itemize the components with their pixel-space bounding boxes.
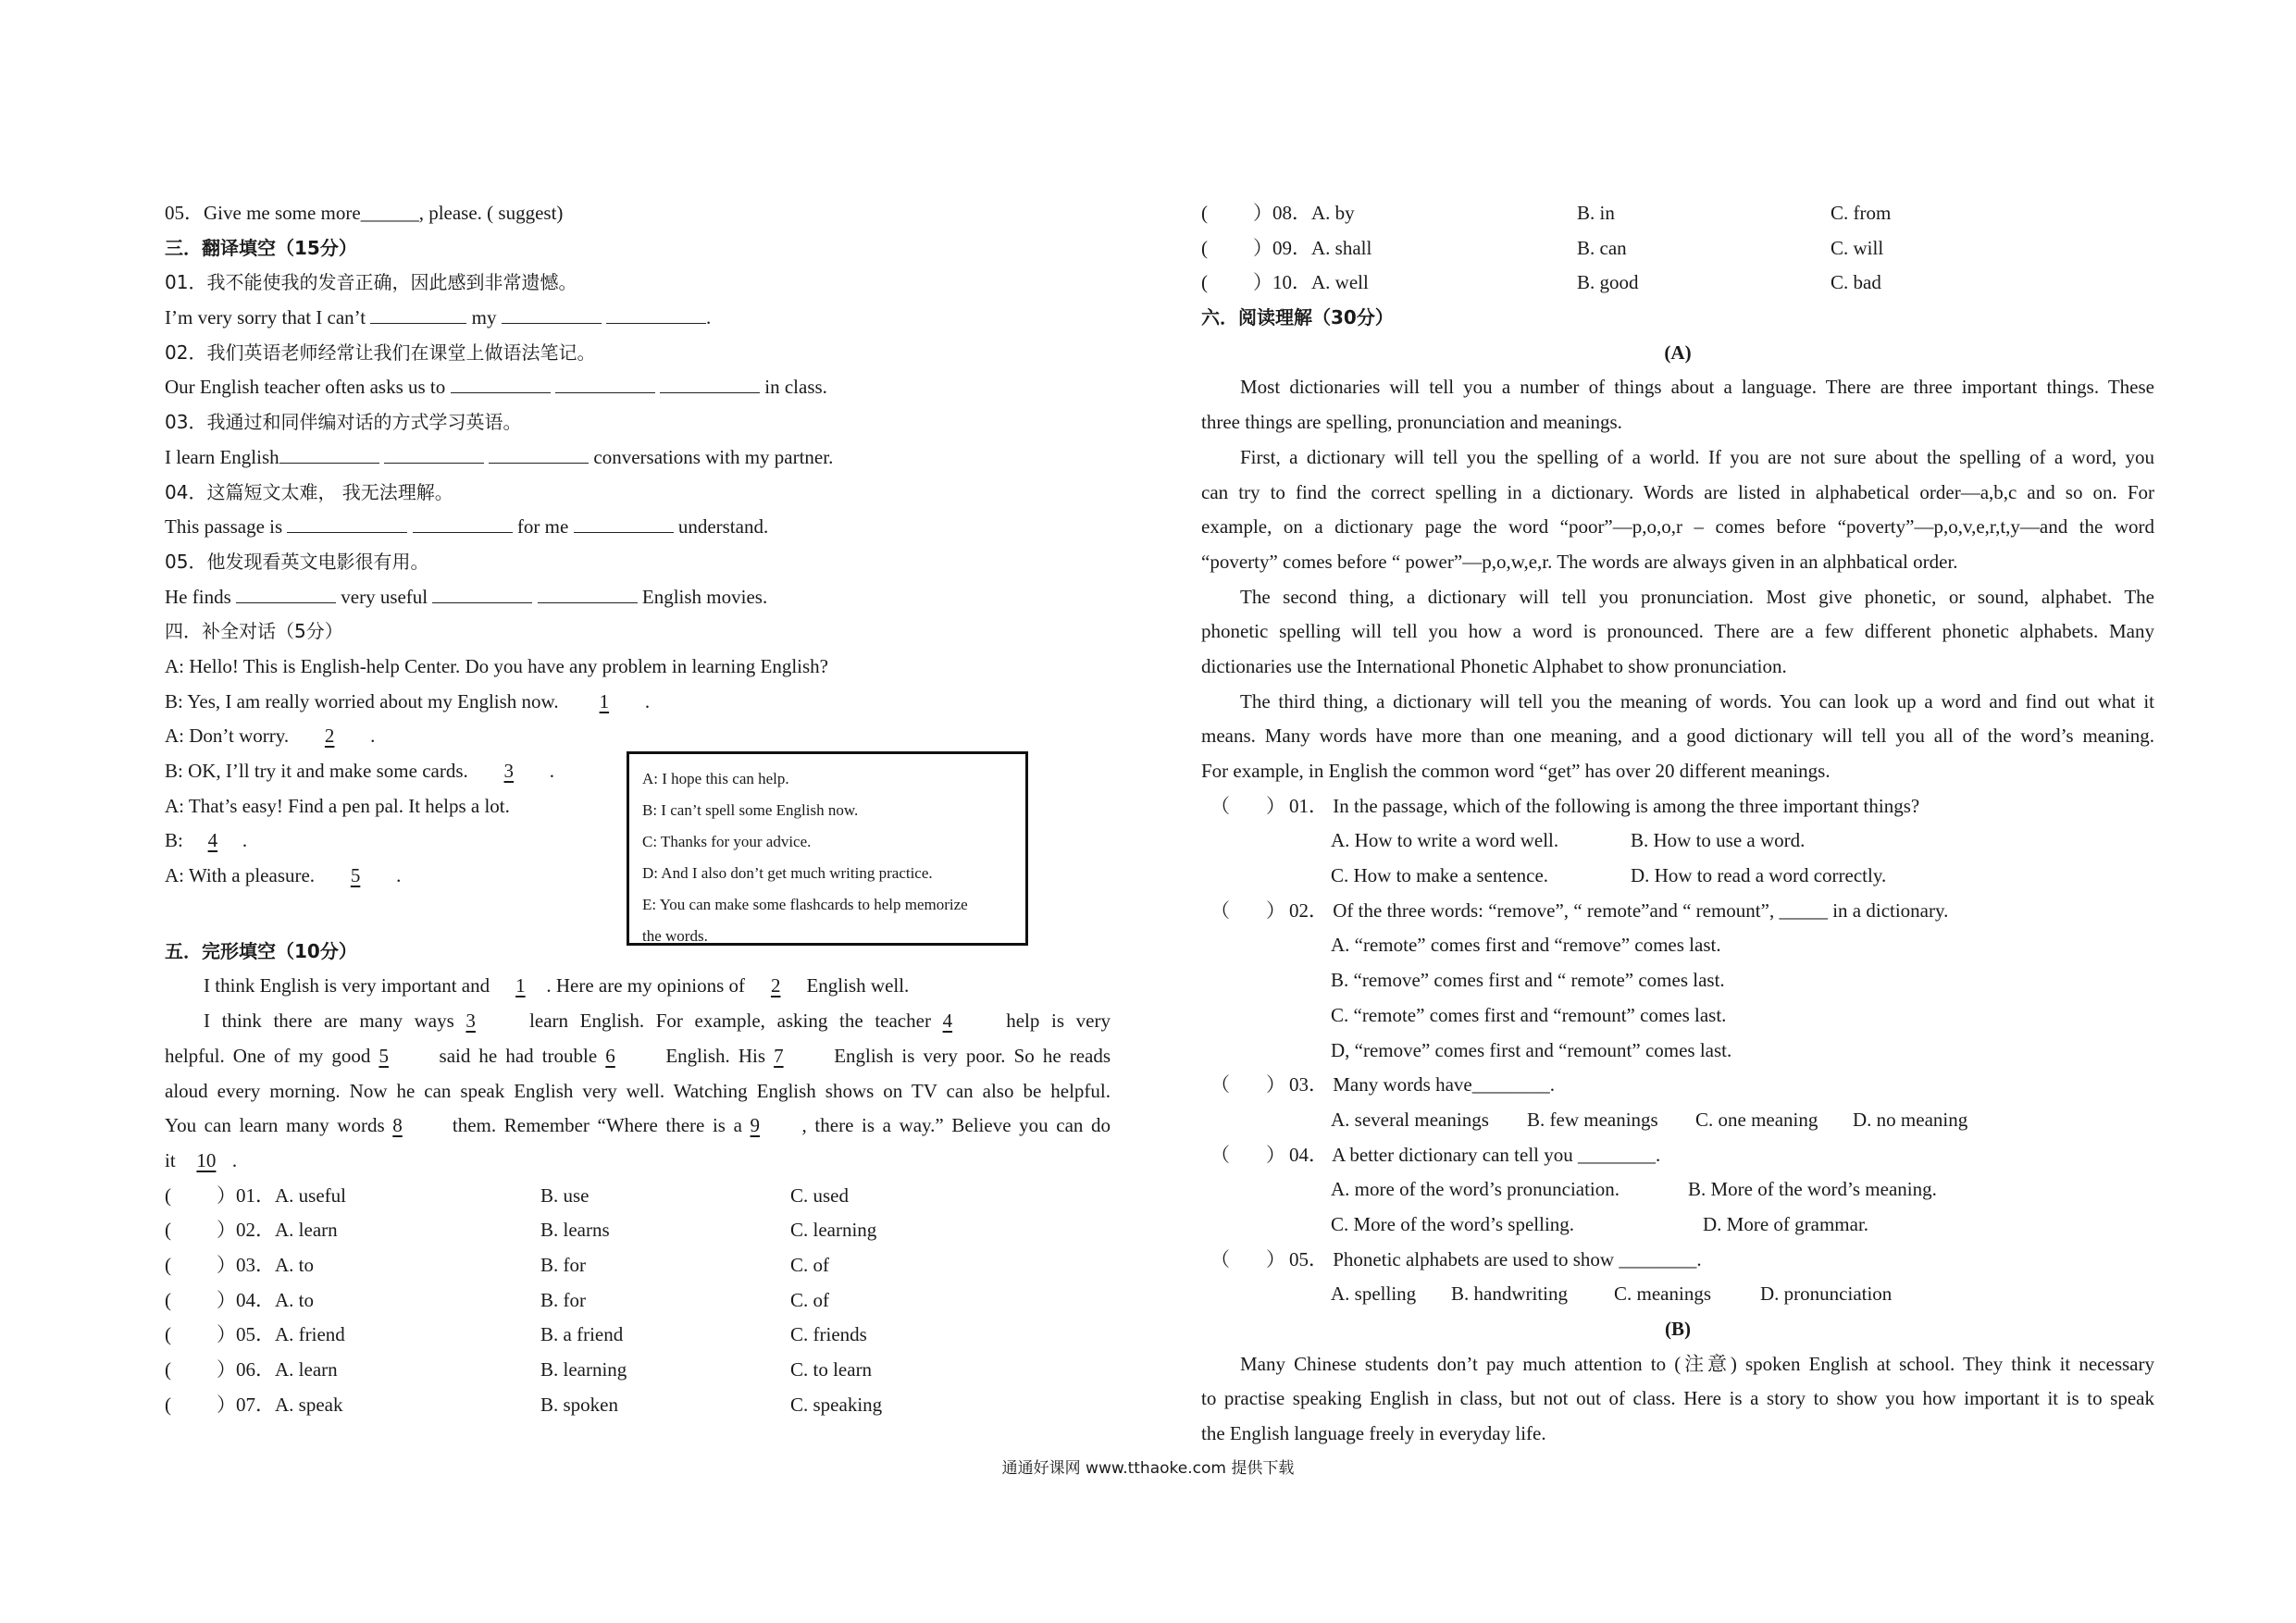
answer-paren-open[interactable]: （ [1210,1143,1230,1166]
dialogue-line-3: A: Don’t worry. 2 . [165,719,1111,754]
option-b[interactable]: B. good [1577,271,1639,294]
translation-2-english [165,370,1111,405]
translation-1-english: I’m very sorry that I can’t my . [165,306,712,329]
option-b[interactable]: B. for [540,1288,586,1311]
translation-5-chinese: 05．他发现看英文电影很有用。 [165,550,429,573]
question-2 [1201,894,2154,929]
cloze-option-row [165,1318,1111,1353]
text: English well. [806,974,910,997]
option-a[interactable]: ）05．A. friend [217,1323,345,1346]
blank[interactable] [287,514,407,533]
option-c[interactable]: C. will [1831,236,1884,259]
dialogue-line-7: A: With a pleasure. 5 . [165,859,1111,894]
blank[interactable] [384,444,484,464]
option-d[interactable]: D, “remove” comes first and “remount” comes last. [1331,1038,1732,1061]
option-c[interactable]: C. used [790,1183,849,1207]
option-b[interactable]: B. use [540,1183,590,1207]
answer-paren-open[interactable]: ( [165,1183,171,1207]
translation-4-english [165,510,1111,545]
option-c[interactable]: C. bad [1831,271,1881,294]
passage-a-line: The third thing, a dictionary will tell you the meaning of words. You can look up a word and find out what it [1240,689,2154,712]
option-b[interactable]: B. in [1577,202,1615,224]
answer-paren-open[interactable]: （ [1210,1247,1230,1270]
blank[interactable] [660,374,760,393]
text: understand. [677,515,769,539]
blank[interactable] [451,374,551,393]
passage-a-line: dictionaries use the International Phonetic Alphabet to show pronunciation. [1201,654,1787,677]
section-3-title: 三．翻译填空（15分） [165,236,357,259]
cloze-option-row [165,1353,1111,1388]
answer-paren-open[interactable]: ( [165,1393,171,1416]
answer-paren-open[interactable]: （ [1210,898,1230,922]
answer-paren-open[interactable]: ( [165,1253,171,1276]
question-1-options [1201,859,2154,894]
dialogue-line-1: A: Hello! This is English-help Center. Do you have any problem in learning English? [165,654,828,677]
blank-number[interactable]: 6 [605,1044,615,1067]
option-a[interactable]: ）01．A. useful [217,1183,346,1207]
option-b[interactable]: B. for [540,1253,586,1276]
blank-number[interactable]: 8 [392,1114,403,1137]
passage-a-line: example, on a dictionary page the word “poor”—p,o,o,r – comes before “poverty”—p,o,v,e,r,t,y—and the word [1201,515,2154,539]
option-b[interactable]: B. How to use a word. [1631,829,1806,852]
blank-number[interactable]: 2 [770,974,781,997]
blank-number[interactable]: 10 [196,1148,217,1171]
option-c[interactable]: C. speaking [790,1393,883,1416]
blank[interactable] [555,374,655,393]
text: conversations with my partner. [593,445,834,468]
option-a[interactable]: A. How to write a word well. [1331,829,1559,852]
blank-number[interactable]: 4 [207,829,218,852]
translation-2-chinese: 02．我们英语老师经常让我们在课堂上做语法笔记。 [165,341,596,364]
option-a[interactable]: ）06．A. learn [217,1358,338,1381]
text: helpful. One of my good [165,1044,371,1067]
choice-e-cont: the words. [642,927,708,945]
translation-4-chinese: 04．这篇短文太难， 我无法理解。 [165,480,453,503]
choice-b: B: I can’t spell some English now. [642,801,859,819]
blank[interactable] [413,514,513,533]
question-4 [1201,1138,2154,1173]
option-a[interactable]: A. “remote” comes first and “remove” comes last. [1331,934,1721,957]
blank-number[interactable]: 7 [774,1044,784,1067]
option-c[interactable]: C. one meaning [1695,1108,1818,1131]
translation-5-english [165,580,1111,615]
option-d[interactable]: D. pronunciation [1760,1282,1893,1306]
option-a[interactable]: ）09．A. shall [1253,236,1372,259]
cloze-line-1 [165,969,1111,1004]
cloze-line-3 [165,1039,1111,1074]
answer-paren-open[interactable]: ( [165,1219,171,1242]
text: them. Remember “Where there is a [452,1114,742,1137]
cloze-options-left [165,1179,1111,1423]
question-3-options [1201,1103,2154,1138]
option-a[interactable]: A. more of the word’s pronunciation. [1331,1178,1620,1201]
blank-number[interactable]: 9 [750,1114,761,1137]
option-a[interactable]: ）03．A. to [217,1253,314,1276]
dialogue-line-6: B: 4 . [165,824,1111,859]
text: . Here are my opinions of [546,974,745,997]
passage-a-line: First, a dictionary will tell you the spelling of a world. If you are not sure about the spelling of a word, you [1240,445,2154,468]
question-1 [1201,789,2154,824]
blank-number[interactable]: 3 [503,760,515,782]
answer-paren-open[interactable]: ( [1201,236,1208,259]
option-a[interactable]: A. spelling [1331,1282,1417,1306]
text: English. His [665,1044,766,1067]
blank[interactable] [538,584,638,603]
answer-paren-close: ） [1266,898,1285,922]
option-c[interactable]: C. learning [790,1219,877,1242]
cloze-options-right [1201,196,2154,301]
dialogue-choice-box [627,751,1028,946]
text: my [471,306,497,329]
blank-number[interactable]: 2 [324,725,335,748]
cloze-line-5 [165,1109,1111,1144]
option-c[interactable]: C. to learn [790,1358,873,1381]
option-b[interactable]: B. learning [540,1358,627,1381]
text: B: Yes, I am really worried about my English now. [165,689,559,712]
cloze-line-2 [165,1004,1111,1039]
blank[interactable] [236,584,336,603]
cloze-option-row [165,1213,1111,1248]
text: learn English. For example, asking the teacher [529,1010,931,1033]
answer-paren-close: ） [1266,1247,1285,1270]
text: He finds [165,585,231,608]
blank-number[interactable]: 5 [350,864,361,887]
text: said he had trouble [439,1044,598,1067]
text: You can learn many words [165,1114,385,1137]
passage-a-line: three things are spelling, pronunciation and meanings. [1201,411,1622,434]
option-c[interactable]: C. of [790,1253,829,1276]
section-6-title: 六．阅读理解（30分） [1201,306,1394,329]
question-1-options [1201,824,2154,859]
page-footer: 通通好课网 www.tthaoke.com 提供下载 [1001,1459,1295,1478]
option-c[interactable]: C. “remote” comes first and “remount” comes last. [1331,1003,1727,1026]
text: A: With a pleasure. [165,864,316,887]
translation-3-chinese: 03．我通过和同伴编对话的方式学习英语。 [165,411,522,434]
answer-paren-open[interactable]: （ [1210,1073,1230,1096]
blank-number[interactable]: 4 [942,1010,953,1033]
blank[interactable] [574,514,674,533]
text: it [165,1148,176,1171]
question-5 [1201,1243,2154,1278]
option-d[interactable]: D. no meaning [1853,1108,1968,1131]
answer-paren-open[interactable]: ( [1201,202,1208,224]
passage-a-line: can try to find the correct spelling in a dictionary. Words are listed in alphabetical order—a,b,c and so on. For [1201,480,2154,503]
passage-a-line: The second thing, a dictionary will tell you pronunciation. Most give phonetic, or sound, alphabet. The [1240,585,2154,608]
cloze-option-row [165,1283,1111,1319]
answer-paren-open[interactable]: ( [165,1358,171,1381]
cloze-line-4: aloud every morning. Now he can speak English very well. Watching English shows on TV can also be helpful. [165,1079,1111,1102]
option-b[interactable]: B. few meanings [1527,1108,1658,1131]
blank[interactable] [370,304,466,324]
option-b[interactable]: B. More of the word’s meaning. [1688,1178,1937,1201]
question-text: 05． Phonetic alphabets are used to show ________. [1289,1247,1702,1270]
option-b[interactable]: B. spoken [540,1393,618,1416]
passage-a-line: Most dictionaries will tell you a number of things about a language. There are three important things. These [1240,376,2154,399]
vocab-item-05: 05．Give me some more______, please. ( suggest) [165,202,564,224]
dialogue-line-5: A: That’s easy! Find a pen pal. It helps a lot. [165,794,510,817]
question-4-options [1201,1208,2154,1243]
blank-number[interactable]: 1 [599,689,610,712]
option-b[interactable]: B. a friend [540,1323,624,1346]
question-text: 02． Of the three words: “remove”, “ remote”and “ remount”, _____ in a dictionary. [1289,898,1949,922]
option-a[interactable]: ）04．A. to [217,1288,314,1311]
question-text: 04． A better dictionary can tell you ________. [1289,1143,1661,1166]
option-b[interactable]: B. “remove” comes first and “ remote” comes last. [1331,969,1725,992]
text: I’m very sorry that I can’t [165,306,366,329]
blank-number[interactable]: 3 [465,1010,476,1033]
option-a[interactable]: ）08．A. by [1253,202,1355,224]
text: English movies. [641,585,768,608]
blank[interactable] [502,304,602,324]
text: I think English is very important and [204,974,490,997]
question-4-options [1201,1172,2154,1208]
passage-a-label: (A) [1664,341,1692,364]
choice-d: D: And I also don’t get much writing practice. [642,864,933,882]
answer-paren-close: ） [1266,1143,1285,1166]
right-column [1201,196,2154,1452]
answer-paren-close: ） [1266,794,1285,817]
answer-paren-open[interactable]: （ [1210,794,1230,817]
choice-a: A: I hope this can help. [642,770,789,787]
translation-3-english [165,440,1111,476]
blank-number[interactable]: 5 [379,1044,389,1067]
blank[interactable] [279,444,379,464]
text: , there is a way.” Believe you can do [801,1114,1111,1137]
option-a[interactable]: ）02．A. learn [217,1219,338,1242]
passage-b-line: the English language freely in everyday life. [1201,1422,1546,1445]
blank[interactable] [432,584,532,603]
choice-c: C: Thanks for your advice. [642,833,812,850]
answer-paren-open[interactable]: ( [1201,271,1208,294]
option-b[interactable]: B. handwriting [1451,1282,1568,1306]
option-c[interactable]: C. meanings [1614,1282,1711,1306]
option-d[interactable]: D. How to read a word correctly. [1631,864,1887,887]
text: B: [165,829,183,852]
passage-a-line: phonetic spelling will tell you how a word is pronounced. There are a few different phonetic alphabets. Many [1201,620,2154,643]
text: Our English teacher often asks us to [165,376,446,399]
option-a[interactable]: ）07．A. speak [217,1393,343,1416]
question-3 [1201,1068,2154,1103]
cloze-option-row [1201,266,2154,301]
cloze-option-row [1201,196,2154,231]
cloze-option-row [165,1179,1111,1214]
option-c[interactable]: C. More of the word’s spelling. [1331,1212,1575,1235]
text: This passage is [165,515,283,539]
section-5-title: 五．完形填空（10分） [165,939,357,962]
cloze-option-row [1201,231,2154,266]
choice-e: E: You can make some flashcards to help memorize [642,896,968,913]
passage-b-line: Many Chinese students don’t pay much attention to (注意) spoken English at school. They think it necessary [1240,1352,2154,1375]
text: B: OK, I’ll try it and make some cards. [165,760,468,782]
passage-a-line: For example, in English the common word “get” has over 20 different meanings. [1201,760,1831,782]
passage-b-label: (B) [1665,1318,1691,1340]
passage-b-line: to practise speaking English in class, but not out of class. Here is a story to show you how important it is to speak [1201,1387,2154,1410]
cloze-line-6 [165,1144,1111,1179]
passage-a-line: means. Many words have more than one meaning, and a good dictionary will tell you all of the word’s meaning. [1201,725,2154,748]
section-4-title: 四．补全对话（5分） [165,620,343,643]
text: in class. [764,376,827,399]
option-b[interactable]: B. can [1577,236,1627,259]
cloze-option-row [165,1248,1111,1283]
answer-paren-open[interactable]: ( [165,1323,171,1346]
passage-a-line: “poverty” comes before “ power”—p,o,w,e,r. The words are always given in an alphbatical order. [1201,550,1958,573]
text: for me [516,515,569,539]
option-a[interactable]: A. several meanings [1331,1108,1489,1131]
option-c[interactable]: C. of [790,1288,829,1311]
question-5-options [1201,1277,2154,1312]
text: English is very poor. So he reads [834,1044,1111,1067]
blank[interactable] [606,304,706,324]
cloze-option-row [165,1388,1111,1423]
option-a[interactable]: ）10．A. well [1253,271,1369,294]
text: help is very [1006,1010,1111,1033]
text: A: Don’t worry. [165,725,290,748]
answer-paren-close: ） [1266,1073,1285,1096]
question-text: 03． Many words have________. [1289,1073,1555,1096]
blank-number[interactable]: 1 [515,974,526,997]
blank[interactable] [489,444,589,464]
option-d[interactable]: D. More of grammar. [1703,1212,1869,1235]
text: I learn English [165,445,279,468]
option-c[interactable]: C. from [1831,202,1892,224]
translation-1-chinese: 01．我不能使我的发音正确，因此感到非常遗憾。 [165,271,577,294]
text: . [231,1148,238,1171]
text: very useful [341,585,428,608]
answer-paren-open[interactable]: ( [165,1288,171,1311]
question-text: 01． In the passage, which of the following is among the three important things? [1289,794,1920,817]
option-c[interactable]: C. How to make a sentence. [1331,864,1549,887]
dialogue-line-4: B: OK, I’ll try it and make some cards. 3 . [165,754,1111,789]
option-b[interactable]: B. learns [540,1219,610,1242]
text: I think there are many ways [204,1010,454,1033]
option-c[interactable]: C. friends [790,1323,867,1346]
dialogue-line-2: B: Yes, I am really worried about my English now. 1 . [165,685,1111,720]
